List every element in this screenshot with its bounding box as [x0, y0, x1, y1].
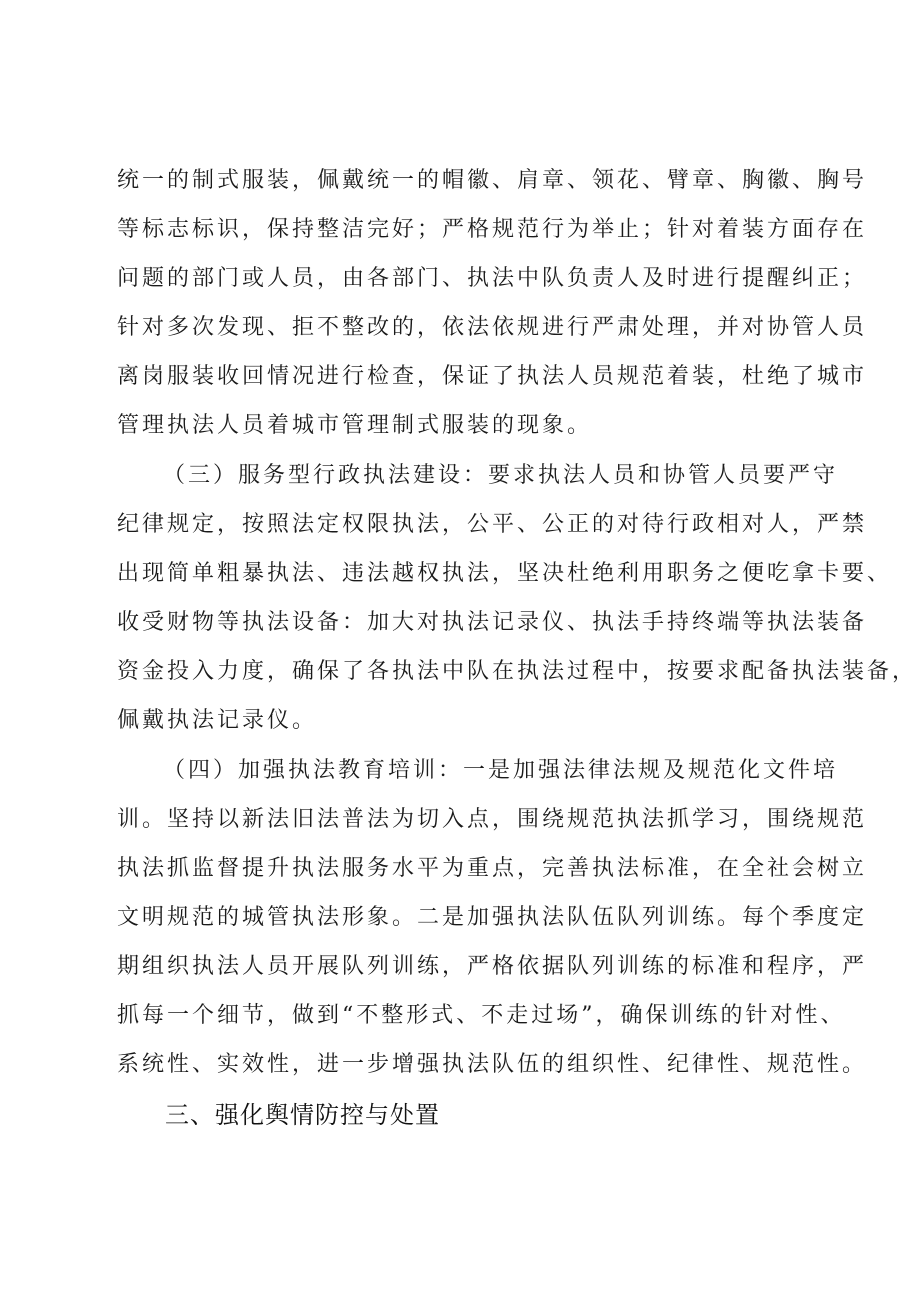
text-line: 期组织执法人员开展队列训练，严格依据队列训练的标准和程序，严	[117, 954, 868, 979]
text-line: 等标志标识，保持整洁完好；严格规范行为举止；针对着装方面存在	[117, 217, 868, 242]
text-line: 资金投入力度，确保了各执法中队在执法过程中，按要求配备执法装备，	[117, 659, 918, 684]
text-line: 抓每一个细节，做到“不整形式、不走过场”，确保训练的针对性、	[117, 1003, 846, 1028]
text-line: 离岗服装收回情况进行检查，保证了执法人员规范着装，杜绝了城市	[117, 364, 868, 389]
text-line: 文明规范的城管执法形象。二是加强执法队伍队列训练。每个季度定	[117, 905, 868, 930]
section-heading: 三、强化舆情防控与处置	[165, 1101, 440, 1129]
text-line: 针对多次发现、拒不整改的，依法依规进行严肃处理，并对协管人员	[117, 315, 868, 340]
text-line: （三）服务型行政执法建设：要求执法人员和协管人员要严守	[163, 463, 839, 488]
text-line: 执法抓监督提升执法服务水平为重点，完善执法标准，在全社会树立	[117, 856, 868, 881]
text-line: 统一的制式服装，佩戴统一的帽徽、肩章、领花、臂章、胸徽、胸号	[117, 168, 868, 193]
text-line: 佩戴执法记录仪。	[117, 708, 318, 733]
text-line: 系统性、实效性，进一步增强执法队伍的组织性、纪律性、规范性。	[117, 1052, 868, 1077]
text-line: （四）加强执法教育培训：一是加强法律法规及规范化文件培	[163, 758, 839, 783]
text-line: 管理执法人员着城市管理制式服装的现象。	[117, 413, 593, 438]
text-line: 纪律规定，按照法定权限执法，公平、公正的对待行政相对人，严禁	[117, 512, 868, 537]
text-line: 收受财物等执法设备：加大对执法记录仪、执法手持终端等执法装备	[117, 610, 868, 635]
text-line: 训。坚持以新法旧法普法为切入点，围绕规范执法抓学习，围绕规范	[117, 807, 868, 832]
text-line: 出现简单粗暴执法、违法越权执法，坚决杜绝利用职务之便吃拿卡要、	[117, 561, 893, 586]
text-line: 问题的部门或人员，由各部门、执法中队负责人及时进行提醒纠正；	[117, 266, 868, 291]
